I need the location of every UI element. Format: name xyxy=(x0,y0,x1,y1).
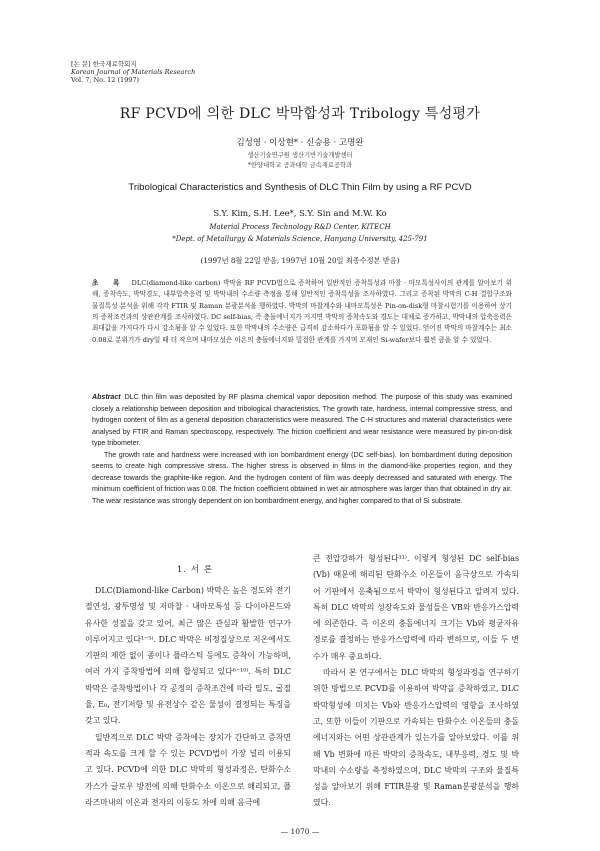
abstract-korean xyxy=(92,278,512,346)
body-column-left xyxy=(85,583,291,811)
body-right-paragraph-2: 따라서 본 연구에서는 DLC 박막의 형성과정을 연구하기 위한 방법으로 PCVD를 이용하여 박막을 증착하였고, DLC 박막형성에 미치는 Vb와 반응가스압력의 영향을 조사하였고, 또한 이들이 기판으로 가속되는 탄화수소 이온들의 충돌에너지와는 어떤 상관관계가 있는가를 알아보았다. 이를 위해 Vb 변화에 따른 박막의 증착속도, 내부응력, 경도 및 박막내의 수소량을 측정하였으며, DLC 박막의 구조와 물질특성을 알아보기 위해 FTIR분광 및 Raman분광분석을 행하였다. xyxy=(313,668,519,808)
title-korean: RF PCVD에 의한 DLC 박막합성과 Tribology 특성평가 xyxy=(119,106,481,122)
body-left-paragraph-2: 일반적으로 DLC 박막 증착에는 장치가 간단하고 증착면적과 속도를 크게 할 수 있는 PCVD법이 가장 널리 이용되고 있다. PCVD에 의한 DLC 박막의 형성과정은, 탄화수소 가스가 글로우 방전에 의해 탄화수소 이온으로 해리되고, 플라즈마내의 이온과 전자의 이동도 차에 의해 음극에 xyxy=(85,732,291,807)
body-right-paragraph-1: 큰 전압강하가 형성된다¹¹⁾. 이렇게 형성된 DC self-bias (Vb) 때문에 해리된 탄화수소 이온들이 음극상으로 가속되어 기판에서 응축됨으로서 박막이 형성된다고 알려져 있다. 특히 DLC 박막의 성장속도와 물성들은 VB와 반응가스압력에 의존한다. 즉 이온의 충돌에너지 크기는 Vb와 평균자유경로를 결정하는 반응가스압력에 따라 변하므로, 이들 두 변수가 매우 중요하다. xyxy=(313,554,519,661)
received-dates: (1997년 8월 22일 받음, 1997년 10월 20일 최종수정본 받음) xyxy=(200,256,400,265)
abstract-korean-text: DLC(diamond-like carbon) 박막을 RF PCVD법으로 증착하여 일반적인 증착특성과 마찰 · 마모특성사이의 관계를 알아보기 위해, 증착속도, 박막경도, 내부압축응력 및 박막내의 수소량 측정을 통해 일반적인 증착특성을 조사하였다. 그리고 증착된 박막의 C-H 결합구조와 물질특성 분석을 위해 각각 FTIR 및 Raman 분광분석을 행하였다. 박막의 마찰계수와 내마모특성은 Pin-on-disk형 마찰시험기를 이용하여 상기의 증착조건과의 상관관계를 조사하였다. DC self-bias, 즉 충돌에너지가 커지면 박막의 증착속도와 경도는 대체로 증가하고, 박막내의 압축응력은 최대값을 가지다가 다시 감소됨을 알 수 있었다. 또한 박막내의 수소량은 급격히 감소하다가 포화됨을 알 수 있었다. 얻어진 박막의 마찰계수는 최소 0.08로 분위기가 dry일 때 더 작으며 내마모성은 이온의 충돌에너지와 밀접한 관계를 가지며 모재인 Si-wafer보다 훨씬 큼을 알 수 있었다. xyxy=(92,279,512,344)
section-heading-introduction: 1. 서 론 xyxy=(176,565,214,575)
abstract-english-label: Abstract xyxy=(92,394,121,401)
body-left-paragraph-1: DLC(Diamond-like Carbon) 박막은 높은 경도와 전기절연성, 광투명성 및 저마찰 · 내마모특성 등 다이아몬드와 유사한 성질을 갖고 있어, 최근 많은 관심과 활발한 연구가 이루어지고 있다¹⁻⁵⁾. DLC 박막은 비정질상으로 저온에서도 기판의 제한 없이 종이나 플라스틱 등에도 증착이 가능하며, 여러 가지 증착방법에 의해 합성되고 있다⁶⁻¹⁰⁾. 특히 DLC 박막은 증착방법이나 각 공정의 증착조건에 따라 밀도, 굴절율, E₀, 전기저항 및 유전상수 같은 물성이 결정되는 특징을 갖고 있다. xyxy=(85,586,291,726)
authors-korean: 김성영 · 이상현* · 신승용 · 고명완 xyxy=(236,138,364,148)
affiliation-en-2: *Dept. of Metallurgy & Materials Science, Hanyang University, 425-791 xyxy=(172,234,428,243)
title-english: Tribological Characteristics and Synthesis of DLC Thin Film by using a RF PCVD xyxy=(128,182,472,193)
authors-english: S.Y. Kim, S.H. Lee*, S.Y. Sin and M.W. Ko xyxy=(213,208,387,218)
abstract-en-paragraph-1 xyxy=(92,392,512,450)
affiliations-korean xyxy=(0,151,600,171)
journal-header xyxy=(71,60,195,85)
abstract-english xyxy=(92,392,512,507)
affiliation-ko-1: 생산기술연구원 생산기반기술개발센터 xyxy=(247,152,353,159)
abstract-en-text-1: DLC thin film was deposited by RF plasma chemical vapor deposition method. The purpose of this study was examined closely a relationship between deposition and tribological characteristics. The growth rate, hardness, internal compressive stress, and hydrogen content of film as a general deposition characteristics were measured. The C-H structures and material characteristics were analysed by FTIR and Raman spectroscopy, respectively. The friction coefficient and wear resistance were measured by pin-on-disk type tribometer. xyxy=(92,394,512,448)
body-column-right xyxy=(313,551,519,812)
journal-volume: Vol. 7, No. 12 (1997) xyxy=(71,76,140,85)
affiliation-ko-2: *한양대학교 공과대학 금속재료공학과 xyxy=(247,162,353,169)
affiliations-english xyxy=(0,222,600,245)
page-number: — 1070 — xyxy=(280,827,320,836)
abstract-en-paragraph-2: The growth rate and hardness were increased with ion bombardment energy (DC self-bias). Ion bombardment during deposition seems to create high compressive stress. The higher stress is observed in films in the diamond-like properties region, and they decrease towards the graphite-like region. And the hydrogen content of film was deeply decreased and saturated with energy. The minimum coefficient of friction was 0.08. The friction coefficient obtained in wet air atmosphere was larger than that obtained in dry air. The wear resistance was strongly dependent on ion bombardment energy, and higher compared to that of Si substrate. xyxy=(92,451,512,505)
journal-name-en: Korean Journal of Materials Research xyxy=(71,68,196,77)
abstract-korean-label: 초 록 xyxy=(92,279,126,287)
affiliation-en-1: Material Process Technology R&D Center, KITECH xyxy=(209,223,391,231)
journal-name-ko: [논 문] 한국재료학회지 xyxy=(71,60,137,68)
